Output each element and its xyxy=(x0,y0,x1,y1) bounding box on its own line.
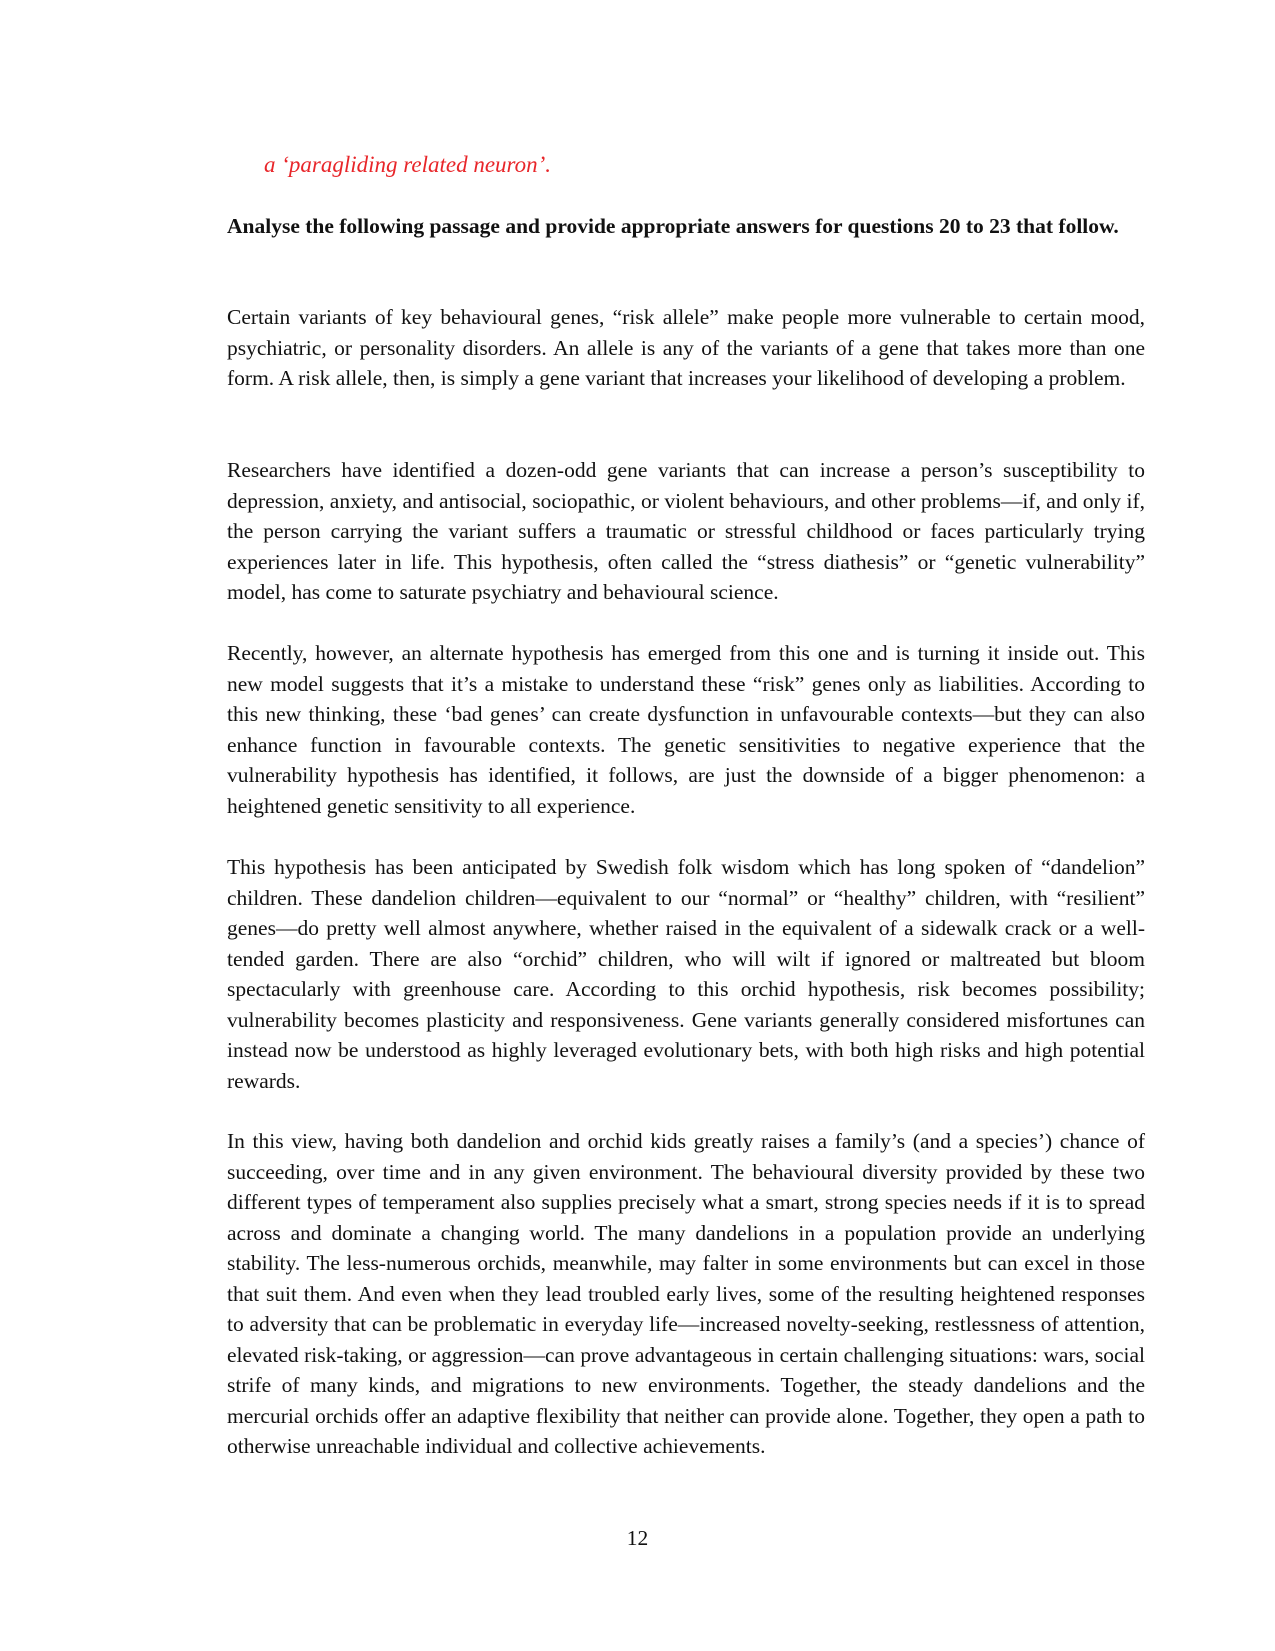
continuation-line: a ‘paragliding related neuron’. xyxy=(264,152,552,177)
passage-paragraph-4: This hypothesis has been anticipated by Swedish folk wisdom which has long spoken of “dandelion” children. These dandelion children—equivalent to our “normal” or “healthy” children, with “resilient” genes—do pretty well almost anywhere, whether raised in the equivalent of a sidewalk crack or a well-tended garden. There are also “orchid” children, who will wilt if ignored or maltreated but bloom spectacularly with greenhouse care. According to this orchid hypothesis, risk becomes possibility; vulnerability becomes plasticity and responsiveness. Gene variants generally considered misfortunes can instead now be understood as highly leveraged evolutionary bets, with both high risks and high potential rewards. xyxy=(227,855,1145,1093)
page-number: 12 xyxy=(626,1526,649,1550)
passage-instruction: Analyse the following passage and provide appropriate answers for questions 20 to 23 that follow. xyxy=(227,214,1119,238)
passage-paragraph-1: Certain variants of key behavioural genes, “risk allele” make people more vulnerable to certain mood, psychiatric, or personality disorders. An allele is any of the variants of a gene that takes more than one form. A risk allele, then, is simply a gene variant that increases your likelihood of developing a problem. xyxy=(227,305,1145,390)
passage-paragraph-3: Recently, however, an alternate hypothesis has emerged from this one and is turning it inside out. This new model suggests that it’s a mistake to understand these “risk” genes only as liabilities. According to this new thinking, these ‘bad genes’ can create dysfunction in unfavourable contexts—but they can also enhance function in favourable contexts. The genetic sensitivities to negative experience that the vulnerability hypothesis has identified, it follows, are just the downside of a bigger phenomenon: a heightened genetic sensitivity to all experience. xyxy=(227,641,1145,818)
passage-paragraph-2: Researchers have identified a dozen-odd gene variants that can increase a person’s susceptibility to depression, anxiety, and antisocial, sociopathic, or violent behaviours, and other problems—if, and only if, the person carrying the variant suffers a traumatic or stressful childhood or faces particularly trying experiences later in life. This hypothesis, often called the “stress diathesis” or “genetic vulnerability” model, has come to saturate psychiatry and behavioural science. xyxy=(227,458,1145,604)
passage-paragraph-5: In this view, having both dandelion and orchid kids greatly raises a family’s (and a species’) chance of succeeding, over time and in any given environment. The behavioural diversity provided by these two different types of temperament also supplies precisely what a smart, strong species needs if it is to spread across and dominate a changing world. The many dandelions in a population provide an underlying stability. The less-numerous orchids, meanwhile, may falter in some environments but can excel in those that suit them. And even when they lead troubled early lives, some of the resulting heightened responses to adversity that can be problematic in everyday life—increased novelty-seeking, restlessness of attention, elevated risk-taking, or aggression—can prove advantageous in certain challenging situations: wars, social strife of many kinds, and migrations to new environments. Together, the steady dandelions and the mercurial orchids offer an adaptive flexibility that neither can provide alone. Together, they open a path to otherwise unreachable individual and collective achievements. xyxy=(227,1129,1145,1458)
